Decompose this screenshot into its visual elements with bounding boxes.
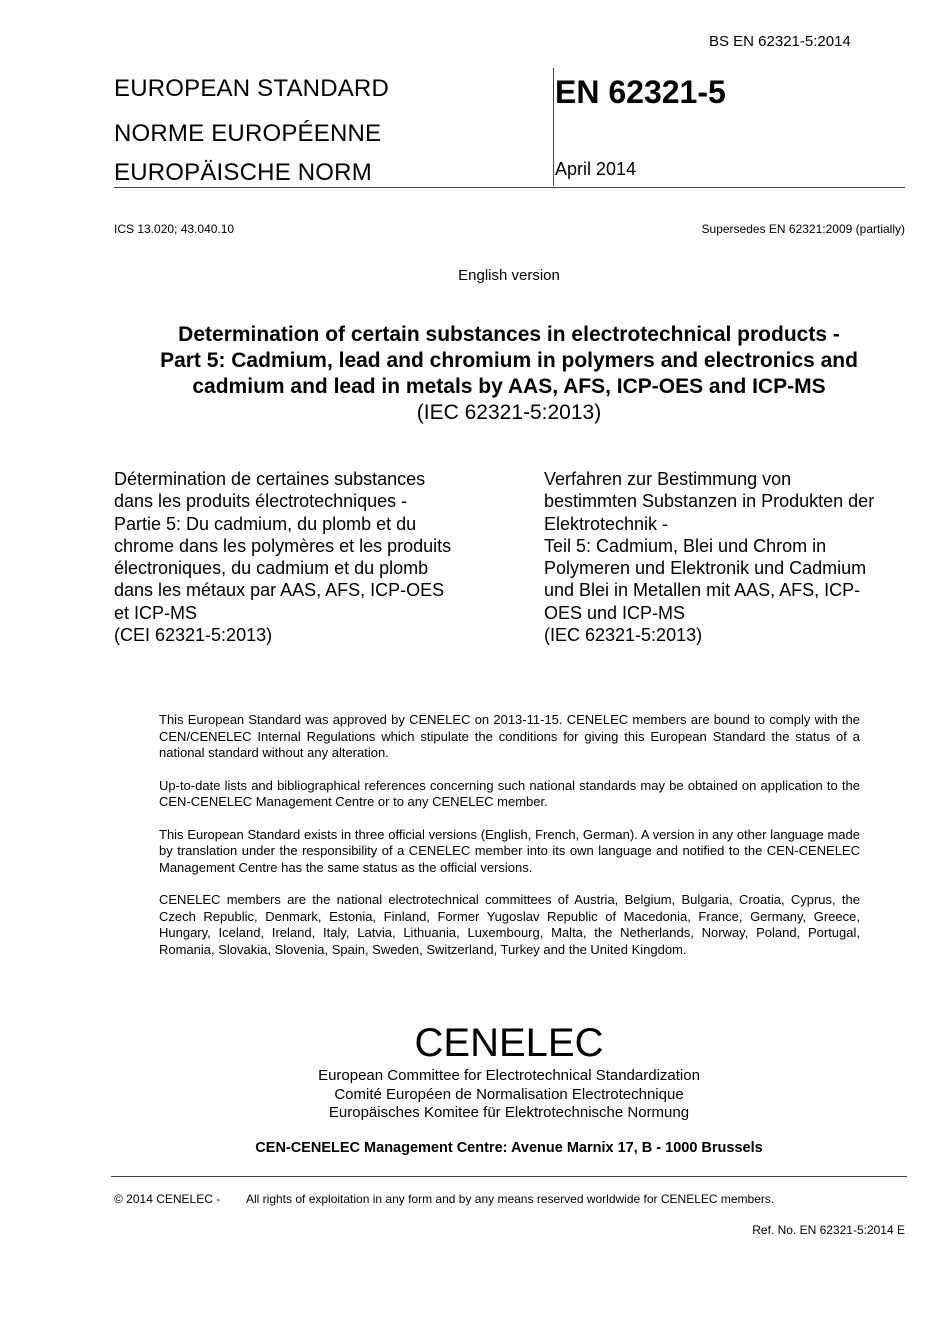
main-title (100, 322, 918, 426)
header-divider (114, 187, 905, 188)
french-title-line: et ICP-MS (114, 602, 198, 623)
german-title (544, 468, 914, 646)
document-reference: BS EN 62321-5:2014 (709, 33, 851, 50)
committee-name-de: Europäisches Komitee für Elektrotechnische Normung (328, 1104, 690, 1121)
french-title-line: chrome dans les polymères et les produits (114, 535, 452, 556)
french-title-line: dans les métaux par AAS, AFS, ICP-OES (114, 580, 445, 601)
standard-name-fr: NORME EUROPÉENNE (114, 120, 382, 147)
references-paragraph: Up-to-date lists and bibliographical references concerning such national standards may be obtained on application to the CEN-CENELEC Management Centre or to any CENELEC member. (159, 777, 860, 809)
reference-number: Ref. No. EN 62321-5:2014 E (752, 1223, 905, 1237)
german-title-line: Verfahren zur Bestimmung von (544, 469, 792, 489)
standard-name-en: EUROPEAN STANDARD (114, 75, 389, 102)
rights-statement: All rights of exploitation in any form and by any means reserved worldwide for CENELEC members. (246, 1192, 775, 1206)
approval-text (159, 712, 860, 974)
german-title-line: und Blei in Metallen mit AAS, AFS, ICP- (544, 580, 861, 601)
management-centre-address: CEN-CENELEC Management Centre: Avenue Marnix 17, B - 1000 Brussels (255, 1140, 763, 1156)
french-title-line: Partie 5: Du cadmium, du plomb et du (114, 513, 417, 534)
french-title-line: électroniques, du cadmium et du plomb (114, 558, 429, 579)
committee-names (0, 1067, 950, 1123)
copyright: © 2014 CENELEC - (114, 1192, 221, 1206)
french-title-line: (CEI 62321-5:2013) (114, 625, 273, 646)
french-title (114, 468, 494, 646)
committee-name-fr: Comité Européen de Normalisation Electrotechnique (334, 1085, 684, 1103)
footer-divider (111, 1176, 907, 1177)
french-title-line: dans les produits électrotechniques - (114, 491, 408, 512)
german-title-line: OES und ICP-MS (544, 602, 686, 623)
members-paragraph: CENELEC members are the national electrotechnical committees of Austria, Belgium, Bulgaria, Croatia, Cyprus, the Czech Republic, Denmark, Estonia, Finland, Former Yugoslav Republic of Macedonia, France, Germany, Greece, Hungary, Iceland, Ireland, Italy, Latvia, Lithuania, Luxembourg, Malta, the Netherlands, Norway, Poland, Portugal, Romania, Slovakia, Slovenia, Spain, Sweden, Switzerland, Turkey and the United Kingdom. (159, 892, 860, 957)
approval-paragraph: This European Standard was approved by CENELEC on 2013-11-15. CENELEC members are bound to comply with the CEN/CENELEC Internal Regulations which stipulate the conditions for giving this European Standard the status of a national standard without any alteration. (159, 712, 860, 760)
german-title-line: Polymeren und Elektronik und Cadmium (544, 558, 867, 579)
committee-name-en: European Committee for Electrotechnical Standardization (318, 1067, 700, 1084)
german-title-line: Elektrotechnik - (544, 513, 669, 534)
title-line: Determination of certain substances in electrotechnical products - (178, 323, 840, 346)
publication-date: April 2014 (555, 159, 637, 179)
organization-name: CENELEC (414, 1021, 604, 1065)
french-title-line: Détermination de certaines substances (114, 469, 426, 489)
supersedes-note: Supersedes EN 62321:2009 (partially) (701, 222, 905, 236)
german-title-line: Teil 5: Cadmium, Blei und Chrom in (544, 535, 827, 556)
standard-name-de: EUROPÄISCHE NORM (114, 159, 372, 186)
ics-codes: ICS 13.020; 43.040.10 (114, 222, 235, 236)
title-line: cadmium and lead in metals by AAS, AFS, ICP-OES and ICP-MS (192, 375, 826, 398)
title-iec-reference: (IEC 62321-5:2013) (416, 401, 602, 424)
versions-paragraph: This European Standard exists in three official versions (English, French, German). A version in any other language made by translation under the responsibility of a CENELEC member into its own language and notified to the CEN-CENELEC Management Centre has the same status as the official versions. (159, 826, 860, 875)
header-vertical-divider (553, 68, 554, 186)
german-title-line: bestimmten Substanzen in Produkten der (544, 491, 875, 512)
title-line: Part 5: Cadmium, lead and chromium in polymers and electronics and (160, 349, 858, 372)
version-label: English version (458, 267, 560, 284)
en-number: EN 62321-5 (555, 74, 726, 110)
german-title-line: (IEC 62321-5:2013) (544, 625, 703, 646)
